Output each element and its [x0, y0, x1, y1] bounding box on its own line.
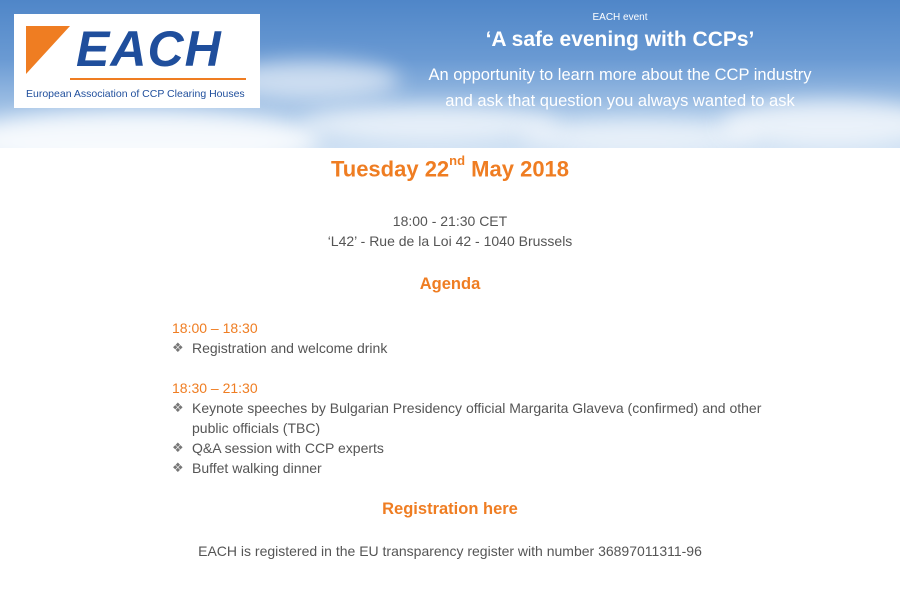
agenda-slot: [172, 378, 792, 478]
slot-time: 18:30 – 21:30: [172, 380, 258, 396]
tagline-line-1: An opportunity to learn more about the CCP industry: [428, 66, 812, 84]
agenda-item-text: Keynote speeches by Bulgarian Presidency official Margarita Glaveva (confirmed) and other public officials (TBC): [192, 400, 762, 436]
slot-time: 18:00 – 18:30: [172, 320, 258, 336]
event-time: 18:00 - 21:30 CET: [392, 213, 508, 229]
agenda-item-text: Registration and welcome drink: [192, 340, 388, 356]
agenda-item: [172, 438, 792, 458]
agenda-item-text: Buffet walking dinner: [192, 460, 322, 476]
diamond-bullet-icon: ❖: [172, 460, 184, 475]
agenda-heading: Agenda: [419, 275, 481, 293]
agenda-slot: [172, 318, 792, 358]
header-banner: [0, 0, 900, 148]
transparency-register-note: EACH is registered in the EU transparency register with number 36897011311-96: [198, 543, 702, 559]
each-logo: [14, 14, 260, 108]
diamond-bullet-icon: ❖: [172, 340, 184, 355]
each-logo-mark-icon: [26, 26, 70, 74]
event-label: EACH event: [592, 12, 648, 23]
event-tagline: [380, 62, 860, 114]
agenda-list: [172, 318, 792, 478]
logo-wordmark: EACH: [76, 21, 222, 77]
diamond-bullet-icon: ❖: [172, 400, 184, 415]
date-main: Tuesday 22: [330, 156, 450, 182]
agenda-item: [172, 458, 792, 478]
event-date: [0, 153, 900, 182]
date-month-year: May 2018: [465, 156, 570, 182]
agenda-item-text: Q&A session with CCP experts: [192, 440, 384, 456]
date-suffix: nd: [449, 153, 466, 168]
diamond-bullet-icon: ❖: [172, 440, 184, 455]
agenda-item: [172, 338, 792, 358]
agenda-item: [172, 398, 792, 438]
logo-subtitle: European Association of CCP Clearing Houses: [26, 88, 245, 100]
cloud-decoration: [0, 110, 320, 148]
event-venue: ‘L42’ - Rue de la Loi 42 - 1040 Brussels: [327, 233, 573, 249]
event-title: ‘A safe evening with CCPs’: [485, 28, 755, 51]
registration-link[interactable]: Registration here: [382, 500, 518, 518]
logo-divider: [70, 78, 246, 80]
tagline-line-2: and ask that question you always wanted to ask: [445, 92, 795, 110]
